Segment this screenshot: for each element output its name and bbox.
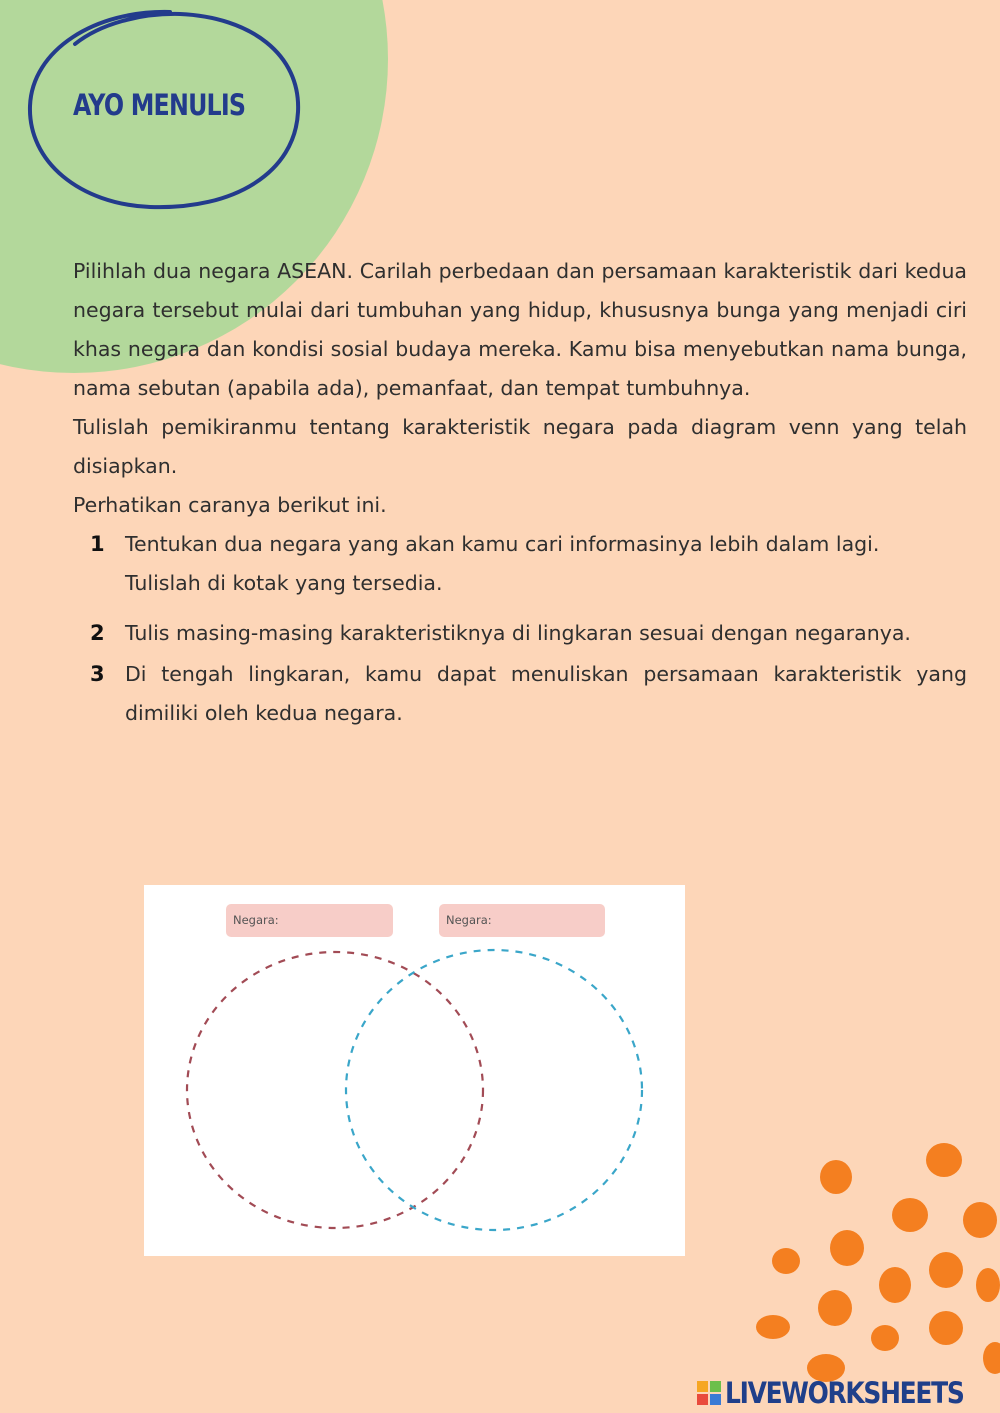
right-country-box[interactable]: Negara: [439, 904, 605, 937]
step-text: Di tengah lingkaran, kamu dapat menuliskan persamaan karakteristik yang dimiliki oleh kedua negara. [125, 662, 967, 725]
intro-paragraph: Pilihlah dua negara ASEAN. Carilah perbedaan dan persamaan karakteristik dari kedua negara tersebut mulai dari tumbuhan yang hidup, khususnya bunga yang menjadi ciri khas negara dan kondisi sosial budaya mereka. Kamu bisa menyebutkan nama bunga, nama sebutan (apabila ada), pemanfaat, dan tempat tumbuhnya. [73, 259, 967, 400]
step-3 [73, 655, 967, 733]
step-2 [73, 614, 967, 653]
liveworksheets-logo [697, 1375, 1000, 1411]
decorative-dots-icon [740, 1120, 1000, 1413]
brand-text: LIVEWORKSHEETS [725, 1376, 964, 1410]
step-subtext: Tulislah di kotak yang tersedia. [125, 571, 443, 595]
step-1 [73, 525, 967, 603]
instructions [73, 252, 967, 733]
right-circle [346, 950, 642, 1230]
instruction-paragraph: Tulislah pemikiranmu tentang karakteristik negara pada diagram venn yang telah disiapkan. [73, 415, 967, 478]
brand-icon [697, 1381, 721, 1405]
step-number: 3 [90, 662, 105, 686]
step-number: 2 [90, 621, 105, 645]
page-title: AYO MENULIS [73, 88, 246, 122]
steps-list [73, 525, 967, 733]
steps-intro: Perhatikan caranya berikut ini. [73, 493, 387, 517]
step-number: 1 [90, 532, 105, 556]
left-country-box[interactable]: Negara: [226, 904, 393, 937]
left-circle [187, 952, 483, 1228]
venn-diagram [144, 885, 685, 1256]
venn-circles [144, 885, 685, 1256]
step-text: Tulis masing-masing karakteristiknya di lingkaran sesuai dengan negaranya. [125, 621, 911, 645]
step-text: Tentukan dua negara yang akan kamu cari informasinya lebih dalam lagi. [125, 532, 880, 556]
